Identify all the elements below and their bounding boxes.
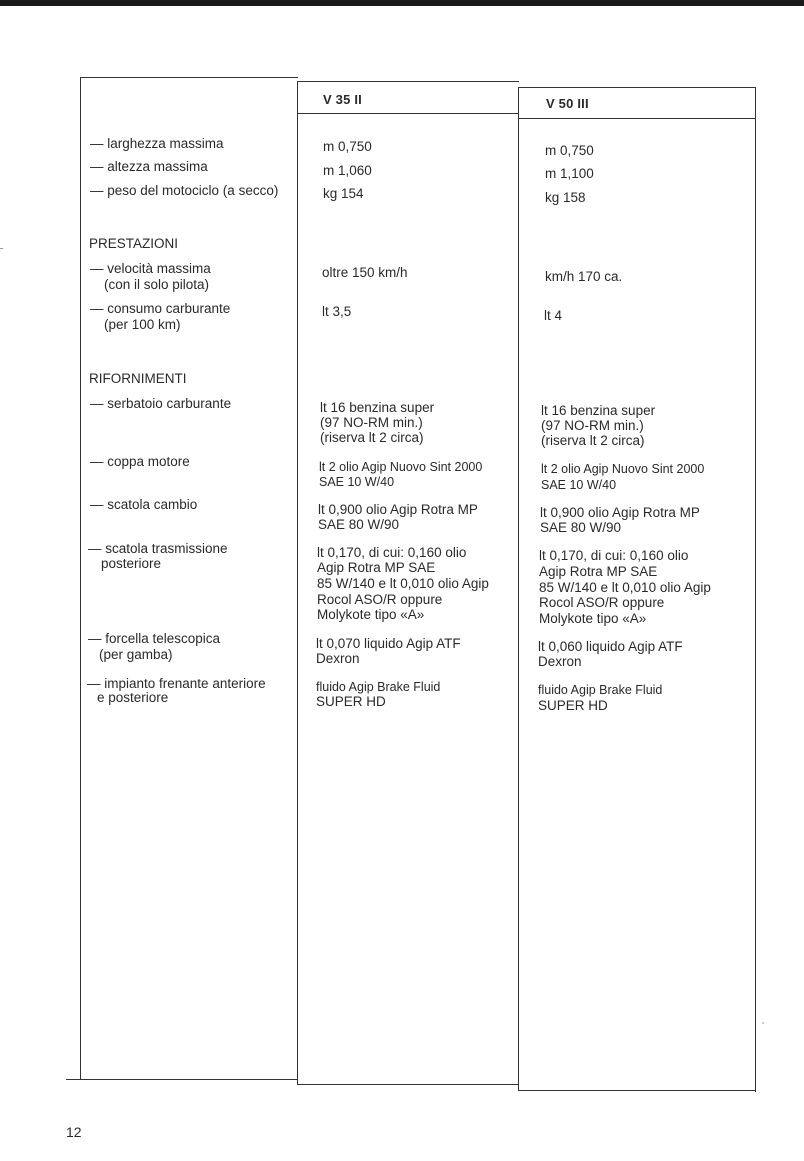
row-label: — coppa motore	[90, 454, 190, 469]
row-label-cont: posteriore	[101, 556, 162, 571]
v50-value: Dexron	[538, 654, 582, 669]
scan-edge	[0, 0, 804, 6]
row-label: — peso del motociclo (a secco)	[90, 183, 279, 198]
v50-value: m 1,100	[545, 166, 594, 181]
v50-value: lt 16 benzina super	[541, 403, 656, 418]
row-label: — scatola cambio	[90, 497, 198, 512]
v35-value: Molykote tipo «A»	[317, 607, 425, 622]
v50-value: SUPER HD	[538, 698, 608, 713]
v35-value: lt 16 benzina super	[320, 400, 435, 415]
v35-value: lt 2 olio Agip Nuovo Sint 2000	[319, 460, 483, 474]
row-label: — forcella telescopica	[88, 631, 221, 646]
v50-value: (riserva lt 2 circa)	[541, 433, 645, 448]
v35-value: 85 W/140 e lt 0,010 olio Agip	[317, 576, 489, 591]
row-label: — velocità massima	[90, 261, 211, 276]
v35-value: SAE 10 W/40	[319, 475, 395, 489]
v50-value: 85 W/140 e lt 0,010 olio Agip	[539, 580, 711, 595]
v50-value: lt 4	[544, 308, 563, 323]
v50-value: Molykote tipo «A»	[539, 611, 647, 626]
v50-value: Agip Rotra MP SAE	[539, 564, 658, 579]
v35-value: SAE 80 W/90	[318, 517, 400, 532]
column-header-v50: V 50 III	[546, 96, 589, 111]
row-label: — larghezza massima	[90, 136, 224, 151]
row-label-cont: e posteriore	[97, 690, 169, 705]
v50-value: fluido Agip Brake Fluid	[538, 683, 663, 697]
column-header-v35: V 35 II	[323, 92, 362, 107]
row-label: — altezza massima	[90, 159, 208, 174]
v50-value: m 0,750	[545, 143, 594, 158]
v35-value: Agip Rotra MP SAE	[317, 560, 436, 575]
row-label: — scatola trasmissione	[88, 541, 228, 556]
v50-value: km/h 170 ca.	[545, 269, 623, 284]
v35-value: lt 3,5	[322, 304, 352, 319]
v50-value: Rocol ASO/R oppure	[539, 595, 665, 610]
v35-value: Rocol ASO/R oppure	[317, 592, 443, 607]
v35-value: kg 154	[323, 186, 364, 201]
v35-value: m 1,060	[323, 163, 372, 178]
v35-value: SUPER HD	[316, 694, 386, 709]
row-label-cont: (per 100 km)	[104, 317, 181, 332]
v35-value: (riserva lt 2 circa)	[320, 430, 424, 445]
row-label: — consumo carburante	[90, 301, 231, 316]
section-heading: RIFORNIMENTI	[89, 371, 187, 386]
v35-value: lt 0,170, di cui: 0,160 olio	[317, 545, 467, 560]
row-label: — impianto frenante anteriore	[87, 676, 266, 691]
v35-value: Dexron	[316, 651, 360, 666]
v50-value: kg 158	[545, 190, 586, 205]
v50-value: lt 0,060 liquido Agip ATF	[538, 639, 683, 654]
row-label-cont: (per gamba)	[99, 647, 173, 662]
v35-value: fluido Agip Brake Fluid	[316, 680, 441, 694]
v35-value: (97 NO-RM min.)	[320, 415, 423, 430]
v50-value: (97 NO-RM min.)	[541, 418, 644, 433]
row-label: — serbatoio carburante	[90, 396, 232, 411]
row-label-cont: (con il solo pilota)	[104, 277, 210, 292]
page-number: 12	[66, 1124, 82, 1140]
section-heading: PRESTAZIONI	[89, 236, 179, 251]
v35-value: oltre 150 km/h	[322, 265, 408, 280]
v50-value: SAE 10 W/40	[541, 478, 617, 492]
v35-value: m 0,750	[323, 139, 372, 154]
v50-value: lt 0,170, di cui: 0,160 olio	[539, 548, 689, 563]
v50-value: lt 0,900 olio Agip Rotra MP	[540, 505, 700, 520]
v35-value: lt 0,900 olio Agip Rotra MP	[318, 502, 478, 517]
v50-value: lt 2 olio Agip Nuovo Sint 2000	[541, 462, 705, 476]
v50-value: SAE 80 W/90	[540, 520, 622, 535]
v35-value: lt 0,070 liquido Agip ATF	[316, 636, 461, 651]
